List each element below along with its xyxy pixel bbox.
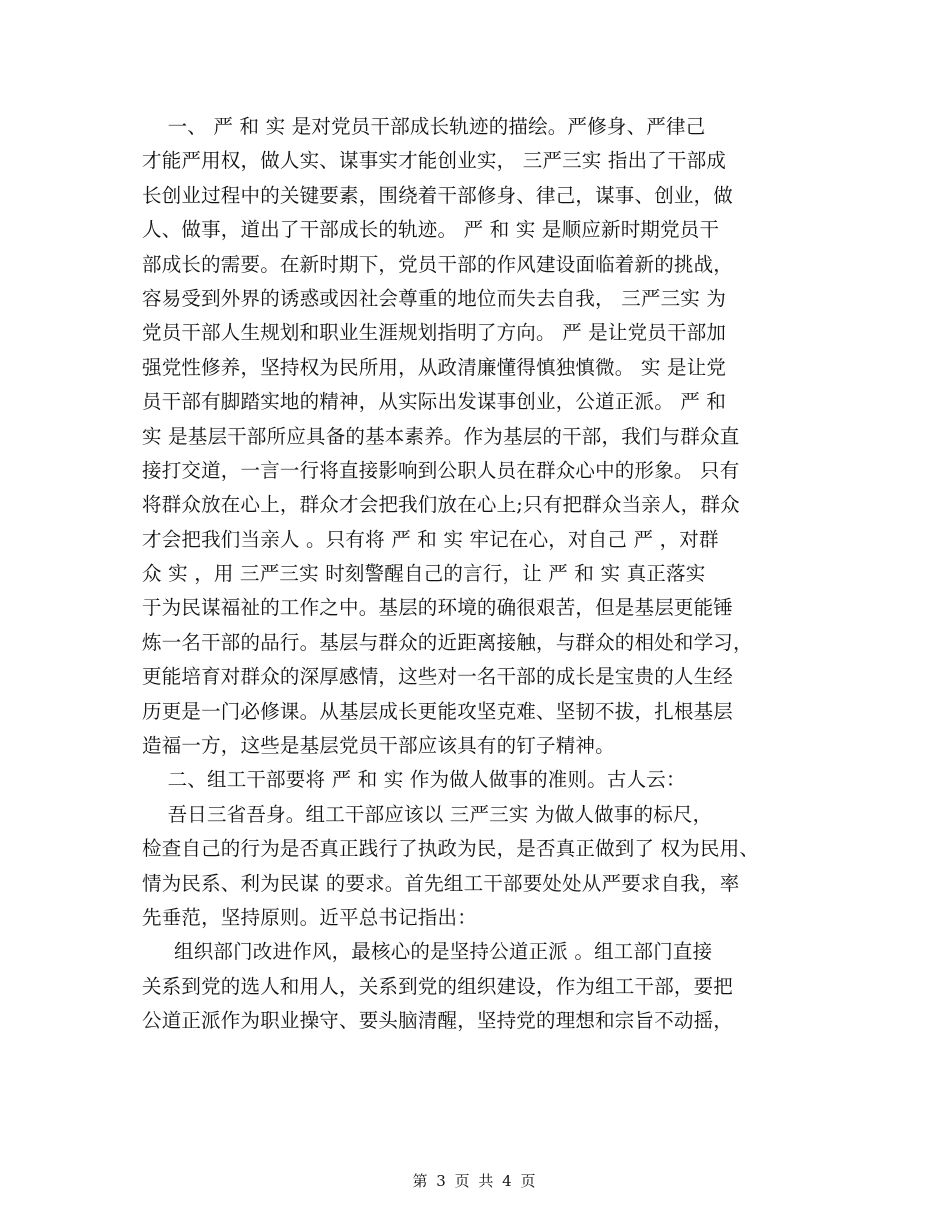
page-number-footer: 第 3 页 共 4 页 bbox=[412, 1172, 538, 1190]
text-line: 党员干部人生规划和职业生涯规划指明了方向。 严 是让党员干部加 bbox=[142, 321, 727, 345]
text-line: 吾日三省吾身。组工干部应该以 三严三实 为做人做事的标尺， bbox=[142, 802, 713, 826]
text-line: 造福一方，这些是基层党员干部应该具有的钉子精神。 bbox=[142, 734, 615, 758]
text-line: 才会把我们当亲人 。只有将 严 和 实 牢记在心，对自己 严 ，对群 bbox=[142, 527, 719, 551]
text-line: 长创业过程中的关键要素，围绕着干部修身、律己，谋事、创业，做 bbox=[142, 183, 734, 207]
text-line: 才能严用权，做人实、谋事实才能创业实， 三严三实 指出了干部成 bbox=[142, 149, 727, 173]
text-line: 将群众放在心上，群众才会把我们放在心上;只有把群众当亲人，群众 bbox=[142, 493, 740, 517]
text-line: 关系到党的选人和用人，关系到党的组织建设，作为组工干部，要把 bbox=[142, 974, 734, 998]
text-line: 于为民谋福祉的工作之中。基层的环境的确很艰苦，但是基层更能锤 bbox=[142, 596, 734, 620]
text-line: 强党性修养，坚持权为民所用，从政清廉懂得慎独慎微。 实 是让党 bbox=[142, 355, 727, 379]
text-line: 众 实 ，用 三严三实 时刻警醒自己的言行，让 严 和 实 真正落实 bbox=[142, 562, 706, 586]
text-line: 人、做事，道出了干部成长的轨迹。 严 和 实 是顺应新时期党员干 bbox=[142, 218, 720, 242]
document-body bbox=[142, 110, 822, 1039]
text-line: 更能培育对群众的深厚感情，这些对一名干部的成长是宝贵的人生经 bbox=[142, 665, 734, 689]
text-line: 容易受到外界的诱惑或因社会尊重的地位而失去自我， 三严三实 为 bbox=[142, 286, 727, 310]
text-line: 接打交道，一言一行将直接影响到公职人员在群众心中的形象。 只有 bbox=[142, 458, 740, 482]
text-line: 部成长的需要。在新时期下，党员干部的作风建设面临着新的挑战， bbox=[142, 252, 734, 276]
text-line: 一、 严 和 实 是对党员干部成长轨迹的描绘。严修身、严律己 bbox=[142, 115, 706, 138]
text-line: 先垂范，坚持原则。近平总书记指出： bbox=[142, 905, 477, 929]
text-line: 员干部有脚踏实地的精神，从实际出发谋事创业，公道正派。 严 和 bbox=[142, 390, 727, 414]
text-line: 炼一名干部的品行。基层与群众的近距离接触，与群众的相处和学习， bbox=[142, 630, 753, 654]
text-line: 情为民系、利为民谋 的要求。首先组工干部要处处从严要求自我，率 bbox=[142, 871, 740, 895]
text-line: 历更是一门必修课。从基层成长更能攻坚克难、坚韧不拔，扎根基层 bbox=[142, 699, 734, 723]
text-line: 实 是基层干部所应具备的基本素养。作为基层的干部，我们与群众直 bbox=[142, 424, 740, 448]
text-line: 检查自己的行为是否真正践行了执政为民，是否真正做到了 权为民用、 bbox=[142, 837, 760, 861]
text-line: 组织部门改进作风，最核心的是坚持公道正派 。组工部门直接 bbox=[142, 940, 713, 964]
text-line: 二、组工干部要将 严 和 实 作为做人做事的准则。古人云： bbox=[142, 768, 686, 792]
text-line: 公道正派作为职业操守、要头脑清醒，坚持党的理想和宗旨不动摇， bbox=[142, 1009, 734, 1033]
